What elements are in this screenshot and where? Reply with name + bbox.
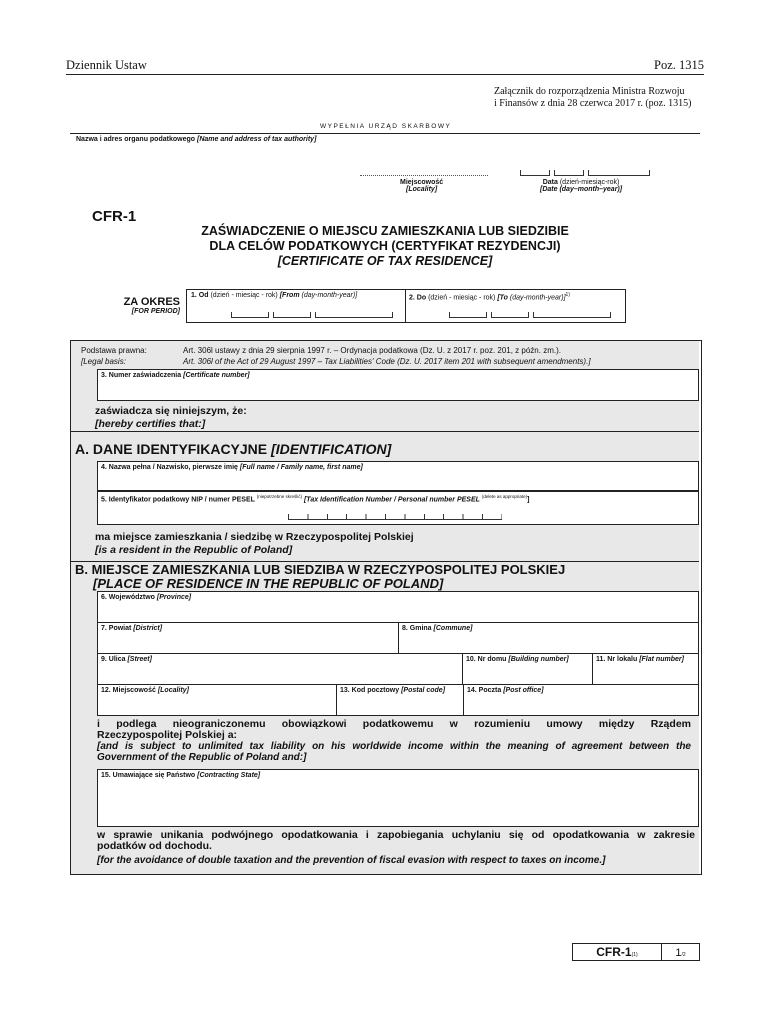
footer-page: [662, 944, 699, 960]
building-number-field[interactable]: [462, 653, 593, 685]
street-field[interactable]: [97, 653, 463, 685]
to-footnote: 1): [565, 292, 570, 298]
footer-code: [573, 944, 662, 960]
resident-pl: ma miejsce zamieszkania / siedzibę w Rzeczypospolitej Polskiej: [95, 531, 414, 543]
district-field[interactable]: [97, 622, 399, 654]
period-label: [100, 296, 180, 315]
title-line-3: [CERTIFICATE OF TAX RESIDENCE]: [277, 254, 493, 268]
header-divider: [66, 74, 704, 75]
section-a-title-pl: A. DANE IDENTYFIKACYJNE: [75, 441, 268, 457]
tax-id-digit-cells: [288, 514, 502, 520]
avoidance-text: [97, 830, 695, 866]
commune-field[interactable]: [398, 622, 699, 654]
date-hint: (dzień-miesiąc-rok): [559, 179, 620, 186]
period-to-input[interactable]: [449, 312, 611, 318]
full-name-label-en: [Full name / Family name, first name]: [239, 464, 363, 471]
certifies-en: [hereby certifies that:]: [95, 418, 206, 430]
district-label-pl: 7. Powiat: [101, 625, 132, 632]
district-label-en: [District]: [133, 625, 163, 632]
footer-code-text: CFR-1: [596, 945, 632, 959]
res-locality-label-pl: 12. Miejscowość: [101, 687, 156, 694]
post-office-field[interactable]: [463, 684, 699, 716]
street-label: [98, 654, 462, 663]
tax-id-label-end: ]: [527, 496, 530, 504]
postal-code-label-pl: 13. Kod pocztowy: [340, 687, 400, 694]
cert-number-field[interactable]: [97, 369, 699, 401]
section-b-title-pl: B. MIEJSCE ZAMIESZKANIA LUB SIEDZIBA W RZECZYPOSPOLITEJ POLSKIEJ: [75, 562, 566, 577]
journal-name: Dziennik Ustaw: [66, 58, 147, 72]
district-label: [98, 623, 398, 632]
cert-number-label: [98, 370, 698, 379]
locality-label-pl: Miejscowość: [400, 179, 444, 186]
certifies-pl: zaświadcza się niniejszym, że:: [95, 405, 247, 417]
to-label-en: [To: [497, 294, 508, 302]
annex-line-2: i Finansów z dnia 28 czerwca 2017 r. (poz. 1315): [494, 98, 692, 109]
locality-label-en: [Locality]: [406, 186, 438, 193]
footer-box: [572, 943, 700, 961]
post-office-label: [464, 685, 698, 694]
section-b-title: [75, 563, 565, 591]
flat-number-label: [593, 654, 698, 663]
period-to-label: [409, 292, 570, 301]
locality-input[interactable]: [360, 175, 488, 176]
position-number: Poz. 1315: [654, 58, 704, 72]
commune-label: [399, 623, 698, 632]
annex-line-1: Załącznik do rozporządzenia Ministra Rozwoju: [494, 86, 685, 97]
footer-version: (1): [631, 952, 638, 958]
cert-number-label-pl: 3. Numer zaświadczenia: [101, 372, 182, 379]
contracting-state-label-en: [Contracting State]: [197, 772, 261, 779]
postal-code-label: [337, 685, 463, 694]
tax-id-hint-en: (delete as appropriate): [481, 494, 528, 499]
annex-note: [494, 86, 704, 110]
section-a-title: [75, 441, 391, 457]
flat-number-label-pl: 11. Nr lokalu: [596, 656, 638, 663]
avoid-pl-1: w sprawie unikania podwójnego opodatkowania i zapobiegania uchylaniu się od opodatkowania w zakresie: [97, 829, 695, 841]
authority-label-pl: Nazwa i adres organu podatkowego: [76, 136, 196, 143]
street-label-en: [Street]: [127, 656, 152, 663]
liability-en-1: [and is subject to unlimited tax liability on his worldwide income within the meaning of agreement between the: [97, 741, 691, 752]
province-label-pl: 6. Województwo: [101, 594, 155, 601]
locality-label: [400, 179, 443, 193]
title-line-2: DLA CELÓW PODATKOWYCH (CERTYFIKAT REZYDENCJI): [209, 239, 561, 253]
office-top-rule: [70, 133, 700, 134]
office-filled-label: WYPEŁNIA URZĄD SKARBOWY: [320, 123, 452, 130]
title-line-1: ZAŚWIADCZENIE O MIEJSCU ZAMIESZKANIA LUB SIEDZIBIE: [201, 224, 569, 238]
date-label: [540, 179, 622, 193]
period-divider: [405, 290, 406, 322]
res-locality-label-en: [Locality]: [157, 687, 189, 694]
contracting-state-label-pl: 15. Umawiające się Państwo: [101, 772, 196, 779]
province-label: [98, 592, 698, 601]
authority-label-en: [Name and address of tax authority]: [196, 136, 317, 143]
tax-id-label-en: [Tax Identification Number / Personal number PESEL: [303, 496, 480, 504]
full-name-field[interactable]: [97, 461, 699, 491]
avoid-pl-2: podatków od dochodu.: [97, 840, 212, 852]
liability-pl-2: Rzeczypospolitej Polskiej a:: [97, 729, 238, 741]
province-label-en: [Province]: [156, 594, 192, 601]
legal-label-pl: Podstawa prawna:: [81, 346, 147, 355]
legal-text-en: Art. 306l of the Act of 29 August 1997 – Tax Liabilities' Code (Dz. U. 2017 item 201 with subsequent amendments).]: [183, 357, 591, 366]
liability-text: [97, 719, 691, 763]
street-label-pl: 9. Ulica: [101, 656, 126, 663]
commune-label-en: [Commune]: [433, 625, 473, 632]
footer-page-total: /2: [681, 952, 686, 958]
section-a-title-en: [IDENTIFICATION]: [271, 441, 392, 457]
resident-en: [is a resident in the Republic of Poland]: [95, 544, 293, 556]
legal-text: [183, 345, 695, 367]
postal-code-label-en: [Postal code]: [401, 687, 446, 694]
legal-text-pl: Art. 306l ustawy z dnia 29 sierpnia 1997 r. – Ordynacja podatkowa (Dz. U. z 2017 r. poz. 201, z późn. zm.).: [183, 346, 561, 355]
period-box: [186, 289, 626, 323]
certifies-text: [95, 405, 247, 431]
tax-id-hint: (niepotrzebne skreślić): [256, 494, 303, 499]
period-from-label: [191, 292, 357, 299]
legal-label-en: [Legal basis:: [81, 357, 126, 366]
full-name-label: [98, 462, 698, 471]
resident-text: [95, 531, 414, 557]
full-name-label-pl: 4. Nazwa pełna / Nazwisko, pierwsze imię: [101, 464, 238, 471]
post-office-label-en: [Post office]: [503, 687, 544, 694]
date-label-en: [Date (day–month–year)]: [540, 186, 623, 193]
avoid-en: [for the avoidance of double taxation and the prevention of fiscal evasion with respect to taxes on income.]: [97, 855, 606, 866]
commune-label-pl: 8. Gmina: [402, 625, 432, 632]
main-form: [70, 340, 702, 875]
authority-label: [76, 136, 316, 143]
liability-pl-1: i podlega nieograniczonemu obowiązkowi podatkowemu w rozumieniu umowy między Rządem: [97, 718, 691, 730]
building-number-label: [463, 654, 592, 663]
period-from-input[interactable]: [231, 312, 393, 318]
postal-code-field[interactable]: [336, 684, 464, 716]
tax-id-field[interactable]: [97, 491, 699, 525]
province-field[interactable]: [97, 591, 699, 623]
contracting-state-field[interactable]: [97, 769, 699, 827]
period-label-en: [FOR PERIOD]: [131, 308, 180, 315]
office-section: [70, 120, 700, 202]
to-hint: (dzień - miesiąc - rok): [428, 294, 496, 302]
legal-label: [81, 345, 147, 367]
contracting-state-label: [98, 770, 698, 779]
form-title: [150, 224, 620, 269]
post-office-label-pl: 14. Poczta: [467, 687, 502, 694]
from-label: 1. Od: [191, 292, 209, 299]
liability-en-2: Government of the Republic of Poland and:]: [97, 752, 307, 763]
section-b-title-en: [PLACE OF RESIDENCE IN THE REPUBLIC OF POLAND]: [93, 576, 444, 591]
from-label-en: [From: [279, 292, 300, 299]
period-label-pl: ZA OKRES: [123, 296, 180, 308]
tax-id-label-pl: 5. Identyfikator podatkowy NIP / numer PESEL: [101, 496, 255, 504]
cert-number-label-en: [Certificate number]: [183, 372, 250, 379]
from-hint-en: (day-month-year)]: [301, 292, 358, 299]
locality-field[interactable]: [97, 684, 337, 716]
building-number-label-pl: 10. Nr domu: [466, 656, 507, 663]
flat-number-field[interactable]: [592, 653, 699, 685]
to-label: 2. Do: [409, 294, 427, 302]
to-hint-en: (day-month-year)]: [509, 294, 566, 302]
date-label-pl: Data: [542, 179, 558, 186]
res-locality-label: [98, 685, 336, 694]
building-number-label-en: [Building number]: [508, 656, 569, 663]
footer-page-number: 1: [675, 947, 682, 959]
flat-number-label-en: [Flat number]: [639, 656, 684, 663]
form-code: CFR-1: [92, 208, 137, 225]
from-hint: (dzień - miesiąc - rok): [210, 292, 278, 299]
tax-id-label: [98, 492, 698, 503]
date-input[interactable]: [520, 170, 650, 176]
